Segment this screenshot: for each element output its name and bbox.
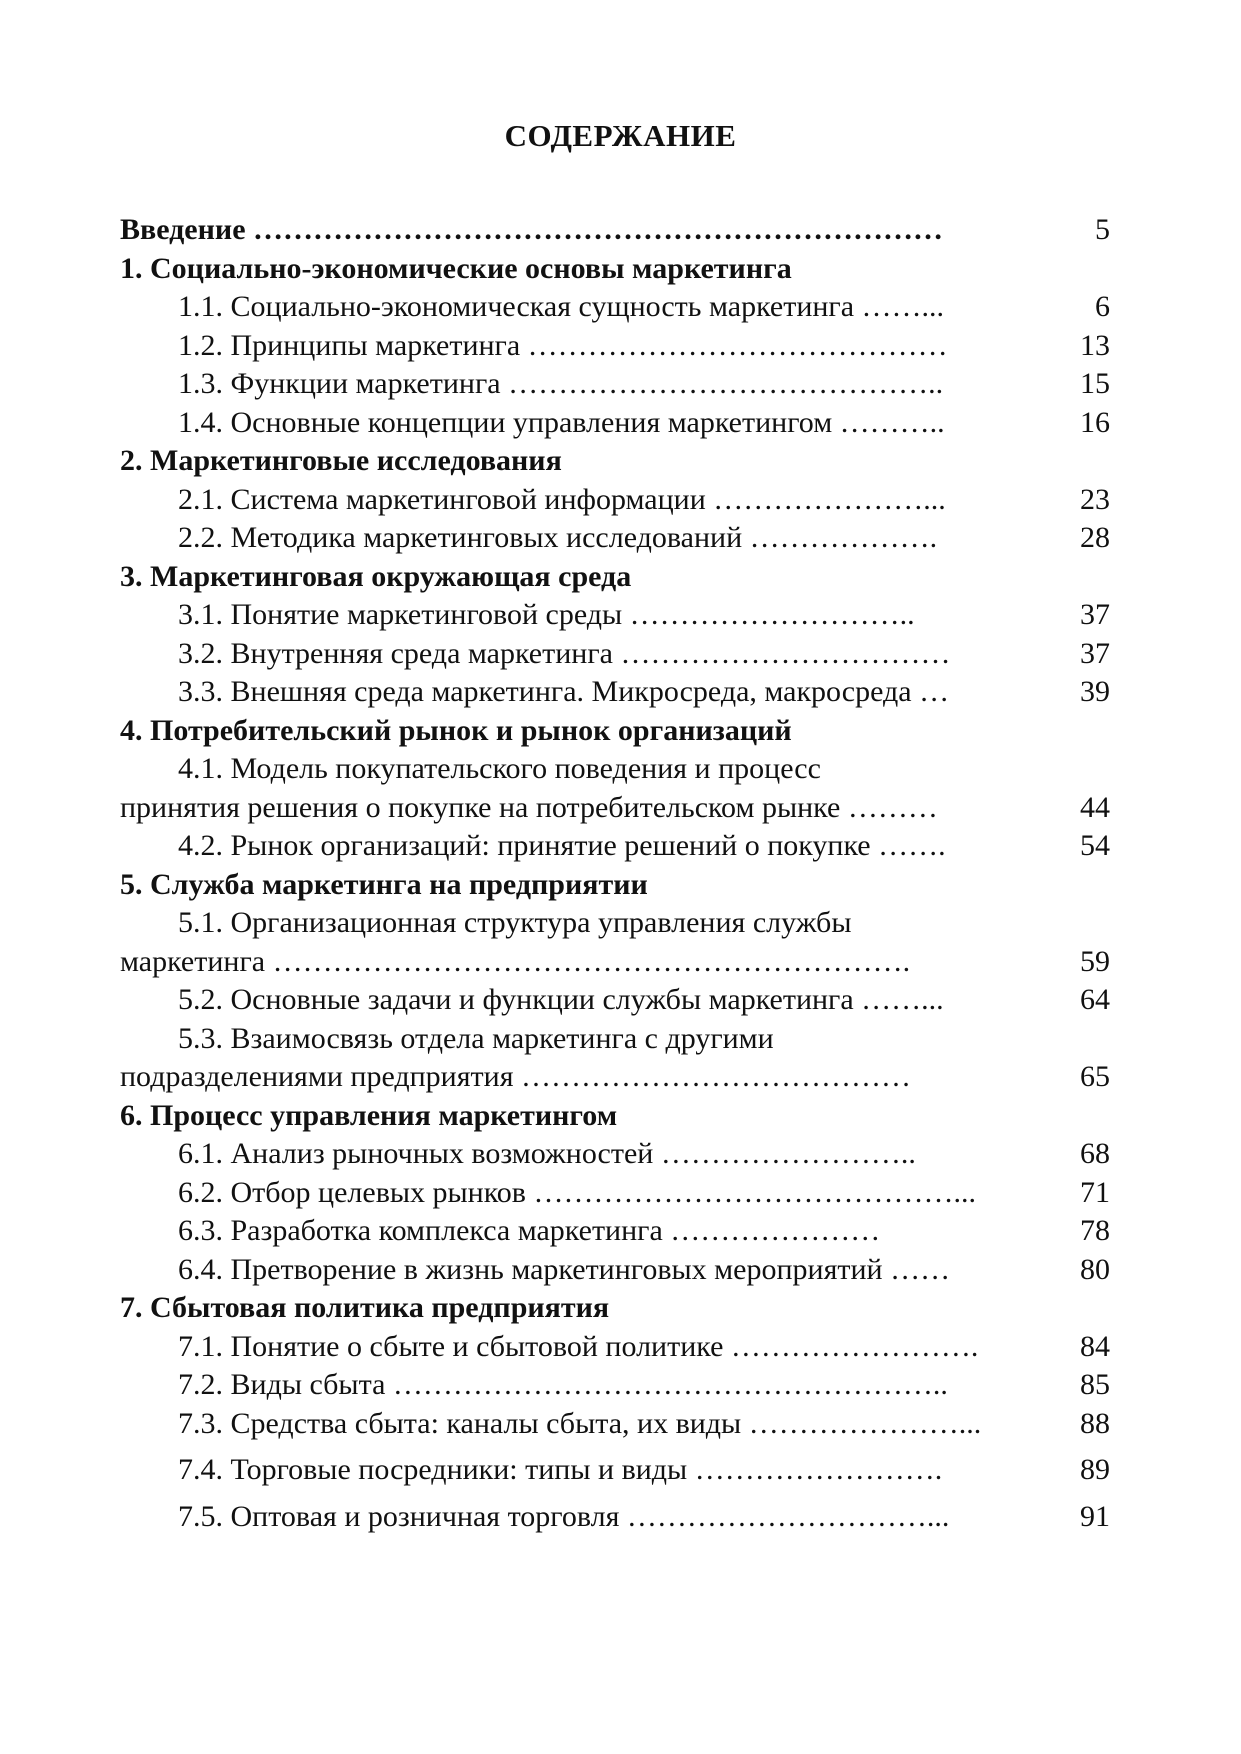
toc-entry-5-1-line1[interactable] bbox=[120, 904, 1120, 943]
toc-entry-text: 5.3. Взаимосвязь отдела маркетинга с другими bbox=[178, 1021, 774, 1055]
toc-entry-text: 6.4. Претворение в жизнь маркетинговых мероприятий …… bbox=[178, 1252, 951, 1286]
toc-page-number: 85 bbox=[1080, 1368, 1110, 1401]
toc-page-number: 39 bbox=[1080, 675, 1110, 708]
toc-chapter-3[interactable] bbox=[120, 558, 1120, 597]
toc-entry-text: 6.1. Анализ рыночных возможностей …………………….. bbox=[178, 1137, 916, 1170]
toc-entry-text: 3.3. Внешняя среда маркетинга. Микросреда, макросреда … bbox=[178, 675, 950, 708]
toc-entry-1-4[interactable] bbox=[120, 404, 1120, 443]
toc-entry-2-1[interactable] bbox=[120, 481, 1120, 520]
toc-chapter-1[interactable] bbox=[120, 250, 1120, 289]
toc-page-number: 68 bbox=[1080, 1137, 1110, 1170]
toc-entry-1-3[interactable] bbox=[120, 365, 1120, 404]
toc-entry-text: маркетинга ………………………………………………………. bbox=[120, 944, 911, 978]
toc-entry-5-1-line2[interactable] bbox=[120, 943, 1120, 982]
toc-page-number: 78 bbox=[1080, 1214, 1110, 1247]
toc-chapter-text: 4. Потребительский рынок и рынок организаций bbox=[120, 713, 792, 747]
toc-entry-7-1[interactable] bbox=[120, 1328, 1120, 1367]
table-of-contents bbox=[120, 211, 1120, 1536]
toc-entry-text: принятия решения о покупке на потребительском рынке ……… bbox=[120, 790, 938, 824]
toc-page-number: 71 bbox=[1080, 1175, 1110, 1209]
toc-entry-7-5[interactable] bbox=[120, 1498, 1120, 1537]
toc-entry-4-1-line2[interactable] bbox=[120, 789, 1120, 828]
toc-entry-7-3[interactable] bbox=[120, 1405, 1120, 1444]
toc-page-number: 80 bbox=[1080, 1252, 1110, 1286]
toc-page-number: 44 bbox=[1080, 790, 1110, 824]
toc-page-number: 5 bbox=[1095, 213, 1110, 246]
toc-entry-text: 6.2. Отбор целевых рынков ……………………………………... bbox=[178, 1175, 976, 1209]
toc-page-number: 89 bbox=[1080, 1453, 1110, 1486]
page-title: СОДЕРЖАНИЕ bbox=[504, 118, 737, 153]
toc-chapter-2[interactable] bbox=[120, 442, 1120, 481]
toc-page-number: 37 bbox=[1080, 598, 1110, 631]
toc-entry-6-2[interactable] bbox=[120, 1174, 1120, 1213]
toc-entry-1-2[interactable] bbox=[120, 327, 1120, 366]
toc-entry-4-1-line1[interactable] bbox=[120, 750, 1120, 789]
toc-entry-text: подразделениями предприятия ………………………………… bbox=[120, 1060, 912, 1093]
toc-entry-text: 7.2. Виды сбыта ……………………………………………….. bbox=[178, 1368, 948, 1401]
toc-chapter-7[interactable] bbox=[120, 1289, 1120, 1328]
toc-chapter-text: 3. Маркетинговая окружающая среда bbox=[120, 559, 632, 593]
toc-entry-3-3[interactable] bbox=[120, 673, 1120, 712]
toc-entry-6-3[interactable] bbox=[120, 1212, 1120, 1251]
toc-page-number: 28 bbox=[1080, 521, 1110, 554]
toc-page-number: 64 bbox=[1080, 983, 1110, 1016]
spacer bbox=[120, 1490, 1120, 1498]
toc-entry-text: 4.2. Рынок организаций: принятие решений о покупке ……. bbox=[178, 829, 946, 862]
toc-page-number: 16 bbox=[1080, 405, 1110, 439]
toc-entry-1-1[interactable] bbox=[120, 288, 1120, 327]
toc-entry-text: 7.5. Оптовая и розничная торговля …………………………... bbox=[178, 1499, 950, 1533]
toc-entry-text: 2.2. Методика маркетинговых исследований ………………. bbox=[178, 521, 938, 554]
toc-entry-text: 1.1. Социально-экономическая сущность маркетинга ……... bbox=[178, 290, 945, 323]
toc-entry-3-1[interactable] bbox=[120, 596, 1120, 635]
toc-entry-text: 2.1. Система маркетинговой информации …………………... bbox=[178, 482, 946, 516]
toc-chapter-text: 7. Сбытовая политика предприятия bbox=[120, 1291, 610, 1324]
toc-entry-5-3-line2[interactable] bbox=[120, 1058, 1120, 1097]
toc-entry-text: 3.1. Понятие маркетинговой среды ……………………….. bbox=[178, 598, 915, 631]
toc-page-number: 13 bbox=[1080, 328, 1110, 362]
toc-entry-text: 4.1. Модель покупательского поведения и процесс bbox=[178, 752, 821, 785]
toc-entry-7-4[interactable] bbox=[120, 1451, 1120, 1490]
toc-page-number: 84 bbox=[1080, 1329, 1110, 1363]
toc-page-number: 59 bbox=[1080, 944, 1110, 978]
toc-entry-text: 5.2. Основные задачи и функции службы маркетинга ……... bbox=[178, 983, 944, 1016]
toc-chapter-text: 6. Процесс управления маркетингом bbox=[120, 1098, 618, 1132]
toc-page-number: 65 bbox=[1080, 1060, 1110, 1093]
toc-chapter-5[interactable] bbox=[120, 866, 1120, 905]
toc-entry-text: 1.4. Основные концепции управления маркетингом ……….. bbox=[178, 405, 945, 439]
toc-chapter-text: 2. Маркетинговые исследования bbox=[120, 444, 562, 477]
toc-entry-6-1[interactable] bbox=[120, 1135, 1120, 1174]
toc-entry-5-2[interactable] bbox=[120, 981, 1120, 1020]
toc-entry-text: 1.2. Принципы маркетинга …………………………………… bbox=[178, 328, 948, 362]
toc-page-number: 37 bbox=[1080, 636, 1110, 670]
toc-entry-6-4[interactable] bbox=[120, 1251, 1120, 1290]
toc-chapter-text: 5. Служба маркетинга на предприятии bbox=[120, 867, 648, 901]
toc-page-number: 23 bbox=[1080, 482, 1110, 516]
toc-page-number: 15 bbox=[1080, 367, 1110, 400]
toc-entry-3-2[interactable] bbox=[120, 635, 1120, 674]
spacer bbox=[120, 1443, 1120, 1451]
toc-entry-text: 7.1. Понятие о сбыте и сбытовой политике ……………………. bbox=[178, 1329, 979, 1363]
toc-page-number: 54 bbox=[1080, 829, 1110, 862]
toc-entry-text: 5.1. Организационная структура управления службы bbox=[178, 906, 852, 939]
toc-entry-text: 7.3. Средства сбыта: каналы сбыта, их виды …………………... bbox=[178, 1406, 982, 1440]
toc-chapter-6[interactable] bbox=[120, 1097, 1120, 1136]
toc-entry-text: 6.3. Разработка комплекса маркетинга ………………… bbox=[178, 1214, 881, 1247]
toc-entry-intro[interactable] bbox=[120, 211, 1120, 250]
toc-entry-5-3-line1[interactable] bbox=[120, 1020, 1120, 1059]
toc-entry-text: 1.3. Функции маркетинга …………………………………….. bbox=[178, 367, 944, 400]
toc-page-number: 6 bbox=[1095, 290, 1110, 323]
toc-entry-2-2[interactable] bbox=[120, 519, 1120, 558]
toc-entry-7-2[interactable] bbox=[120, 1366, 1120, 1405]
toc-entry-text: Введение …………………………………………………………… bbox=[120, 213, 944, 246]
toc-chapter-text: 1. Социально-экономические основы маркетинга bbox=[120, 251, 792, 285]
toc-entry-text: 7.4. Торговые посредники: типы и виды ……………………. bbox=[178, 1453, 943, 1486]
toc-entry-text: 3.2. Внутренняя среда маркетинга …………………………… bbox=[178, 636, 951, 670]
toc-page-number: 88 bbox=[1080, 1406, 1110, 1440]
toc-chapter-4[interactable] bbox=[120, 712, 1120, 751]
toc-entry-4-2[interactable] bbox=[120, 827, 1120, 866]
toc-page-number: 91 bbox=[1080, 1499, 1110, 1533]
